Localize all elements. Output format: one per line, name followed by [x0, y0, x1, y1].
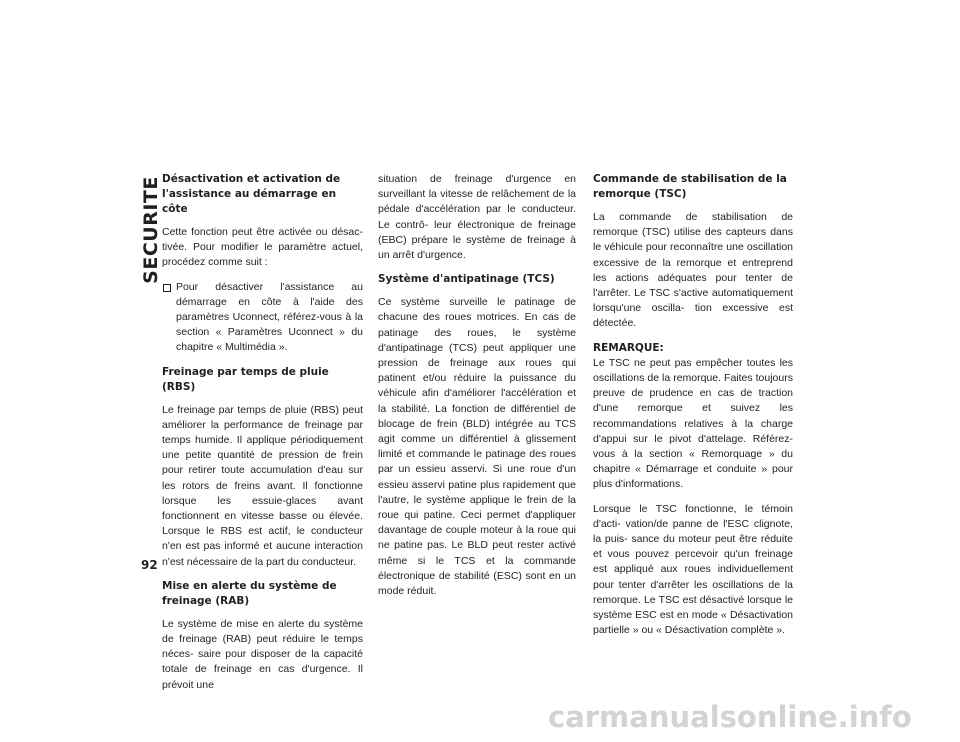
page-number: 92	[141, 558, 158, 572]
paragraph-rab-continued: situation de freinage d'urgence en surveillant la vitesse de relâchement de la pédale d'accélération par le conducteur. Le contrô- leur électronique de freinage (EBC) prépare le système de freinage à un arrêt d'urgence.	[378, 173, 576, 262]
watermark-text: carmanualsonline.info	[548, 700, 912, 734]
heading-traction-control: Système d'antipatinage (TCS)	[378, 273, 555, 286]
checkbox-bullet-icon	[163, 284, 171, 292]
paragraph-rain-brake-support: Le freinage par temps de pluie (RBS) peut améliorer la performance de freinage par temps humide. Il applique périodiquement une petite quantité de pression de frein pour retirer toute accumulation d'eau sur les rotors de freins avant. Il fonctionne lorsque les essuie-glaces avant fonctionnent en vitesse basse ou élevée. Lorsque le RBS est actif, le conducteur n'en est pas informé et aucune interaction n'est nécessaire de la part du conducteur.	[162, 403, 363, 568]
column-left	[162, 172, 363, 702]
bullet-item	[162, 280, 363, 356]
paragraph-hill-start-intro: Cette fonction peut être activée ou désac- tivée. Pour modifier le paramètre actuel, procédez comme suit :	[162, 226, 363, 269]
section-title-text: SECURITE	[140, 176, 162, 284]
paragraph-tsc-operation: Lorsque le TSC fonctionne, le témoin d'acti- vation/de panne de l'ESC clignote, la puis- sance du moteur peut être réduite et vous pouvez percevoir qu'un freinage est appliqué aux roues individuellement pour tenter d'arrêter les oscillations de la remorque. Le TSC est désactivé lorsque le système ESC est en mode « Désactivation partielle » ou « Désactivation complète ».	[593, 502, 793, 637]
paragraph-traction-control: Ce système surveille le patinage de chacune des roues motrices. En cas de patinage des roues, le système d'antipatinage (TCS) peut appliquer une pression de freinage aux roues qui patinent et/ou réduire la puissance du véhicule afin d'améliorer l'accélération et la stabilité. La fonction de différentiel de blocage de frein (BLD) intégrée au TCS agit comme un différentiel à glissement limité et commande le patinage des roues par un essieu asservi. Si une roue d'un essieu asservi patine plus rapidement que l'autre, le système applique le frein de la roue qui patine. Ceci permet d'appliquer davantage de couple moteur à la roue qui ne patine pas. Le BLD peut rester activé même si le TCS et la commande électronique de stabilité (ESC) sont en un mode réduit.	[378, 296, 576, 598]
paragraph-ready-alert-braking: Le système de mise en alerte du système de freinage (RAB) peut réduire le temps néces- saire pour disposer de la capacité totale de freinage en cas d'urgence. Il prévoit une	[162, 617, 363, 691]
heading-ready-alert-braking: Mise en alerte du système de freinage (RAB)	[162, 579, 337, 607]
heading-hill-start-assist: Désactivation et activation de l'assistance au démarrage en côte	[162, 173, 341, 215]
heading-rain-brake-support: Freinage par temps de pluie (RBS)	[162, 365, 329, 393]
bullet-text: Pour désactiver l'assistance au démarrage en côte à l'aide des paramètres Uconnect, référez-vous à la section « Paramètres Uconnect » du chapitre « Multimédia ».	[176, 280, 363, 354]
note-block	[593, 341, 793, 493]
column-right	[593, 172, 793, 647]
heading-trailer-sway-control: Commande de stabilisation de la remorque (TSC)	[593, 173, 787, 200]
section-title	[140, 170, 162, 290]
note-label: REMARQUE:	[593, 341, 664, 354]
paragraph-trailer-sway-control: La commande de stabilisation de remorque (TSC) utilise des capteurs dans le véhicule pour reconnaître une oscillation excessive de la remorque et entreprend les actions adéquates pour tenter de l'arrêter. Le TSC s'active automatiquement lorsqu'une oscilla- tion excessive est détectée.	[593, 211, 793, 330]
note-text: Le TSC ne peut pas empêcher toutes les oscillations de la remorque. Faites toujours preuve de prudence en cas de traction d'une remorque et suivez les recommandations relatives à la charge d'appui sur le pivot d'attelage. Référez-vous à la section « Remorquage » du chapitre « Démarrage et conduite » pour plus d'informations.	[593, 356, 793, 491]
column-middle	[378, 172, 576, 608]
